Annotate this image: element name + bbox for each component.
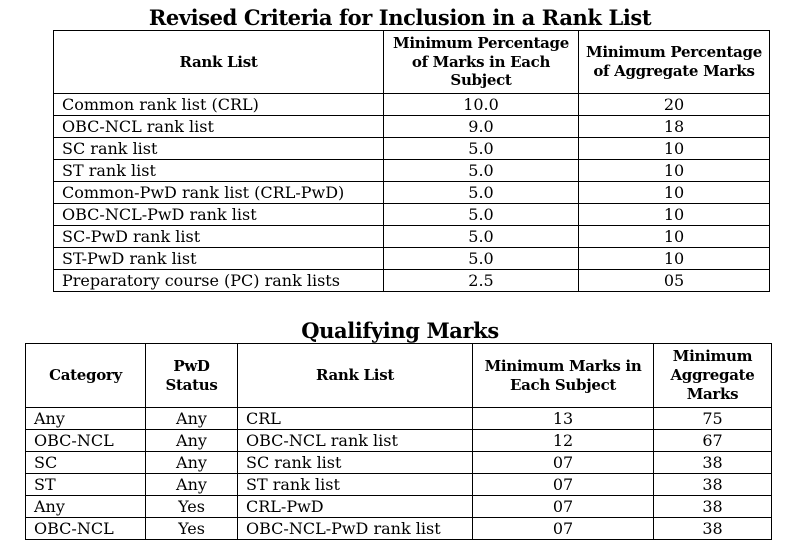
table-cell: OBC-NCL rank list (54, 116, 384, 138)
table-row (54, 248, 770, 270)
table-cell: 10 (579, 182, 770, 204)
table-cell: 20 (579, 94, 770, 116)
table-cell: Any (146, 452, 238, 474)
table-row (54, 182, 770, 204)
table-cell: 5.0 (384, 248, 579, 270)
table-cell: Yes (146, 496, 238, 518)
table-cell: 67 (654, 430, 772, 452)
table-cell: CRL-PwD (238, 496, 473, 518)
table-cell: ST-PwD rank list (54, 248, 384, 270)
column-header: Category (26, 344, 146, 408)
table-cell: 12 (473, 430, 654, 452)
table-cell: SC rank list (54, 138, 384, 160)
table-cell: 10 (579, 138, 770, 160)
table-row (54, 270, 770, 292)
table-cell: 07 (473, 496, 654, 518)
table-row (26, 496, 772, 518)
table-row (54, 94, 770, 116)
table-cell: 5.0 (384, 182, 579, 204)
table-cell: Common-PwD rank list (CRL-PwD) (54, 182, 384, 204)
table-cell: SC-PwD rank list (54, 226, 384, 248)
table-cell: ST (26, 474, 146, 496)
table-cell: 75 (654, 408, 772, 430)
table-cell: Any (26, 496, 146, 518)
table-cell: 10 (579, 204, 770, 226)
table-cell: 07 (473, 474, 654, 496)
table-row (26, 452, 772, 474)
table-cell: 13 (473, 408, 654, 430)
table-cell: 10 (579, 160, 770, 182)
table-row (54, 226, 770, 248)
table-row (54, 116, 770, 138)
table-row (26, 518, 772, 540)
table-row (26, 408, 772, 430)
column-header: Minimum Percentage of Marks in Each Subject (384, 31, 579, 94)
table-cell: SC (26, 452, 146, 474)
table-cell: 5.0 (384, 138, 579, 160)
table-cell: OBC-NCL (26, 430, 146, 452)
table-row (26, 474, 772, 496)
table-cell: 5.0 (384, 226, 579, 248)
table-cell: 10 (579, 226, 770, 248)
table-cell: OBC-NCL rank list (238, 430, 473, 452)
table-cell: 18 (579, 116, 770, 138)
table-cell: 2.5 (384, 270, 579, 292)
table-cell: OBC-NCL-PwD rank list (238, 518, 473, 540)
column-header: PwD Status (146, 344, 238, 408)
table-cell: Any (146, 408, 238, 430)
table-cell: 05 (579, 270, 770, 292)
table-cell: Common rank list (CRL) (54, 94, 384, 116)
table-cell: OBC-NCL (26, 518, 146, 540)
table-header-row (54, 31, 770, 94)
column-header: Minimum Aggregate Marks (654, 344, 772, 408)
table-cell: 38 (654, 496, 772, 518)
table-cell: OBC-NCL-PwD rank list (54, 204, 384, 226)
table-cell: Preparatory course (PC) rank lists (54, 270, 384, 292)
table-row (54, 160, 770, 182)
rank-list-criteria-table (53, 30, 770, 292)
table-cell: Yes (146, 518, 238, 540)
table-cell: 10 (579, 248, 770, 270)
column-header: Minimum Marks in Each Subject (473, 344, 654, 408)
column-header: Rank List (238, 344, 473, 408)
table-cell: SC rank list (238, 452, 473, 474)
table-cell: ST rank list (238, 474, 473, 496)
table-cell: 07 (473, 452, 654, 474)
table-cell: ST rank list (54, 160, 384, 182)
qualifying-marks-table (25, 343, 772, 540)
table-cell: Any (26, 408, 146, 430)
table-row (54, 138, 770, 160)
table-cell: 5.0 (384, 160, 579, 182)
table-row (26, 430, 772, 452)
table-cell: 10.0 (384, 94, 579, 116)
table-header-row (26, 344, 772, 408)
table-cell: 38 (654, 452, 772, 474)
qualifying-marks-title: Qualifying Marks (301, 318, 499, 343)
column-header: Rank List (54, 31, 384, 94)
table-cell: Any (146, 430, 238, 452)
table-cell: CRL (238, 408, 473, 430)
table-cell: 9.0 (384, 116, 579, 138)
table-cell: Any (146, 474, 238, 496)
table-cell: 38 (654, 518, 772, 540)
column-header: Minimum Percentage of Aggregate Marks (579, 31, 770, 94)
table-row (54, 204, 770, 226)
rank-list-criteria-title: Revised Criteria for Inclusion in a Rank List (148, 5, 652, 30)
table-cell: 38 (654, 474, 772, 496)
table-cell: 5.0 (384, 204, 579, 226)
table-cell: 07 (473, 518, 654, 540)
